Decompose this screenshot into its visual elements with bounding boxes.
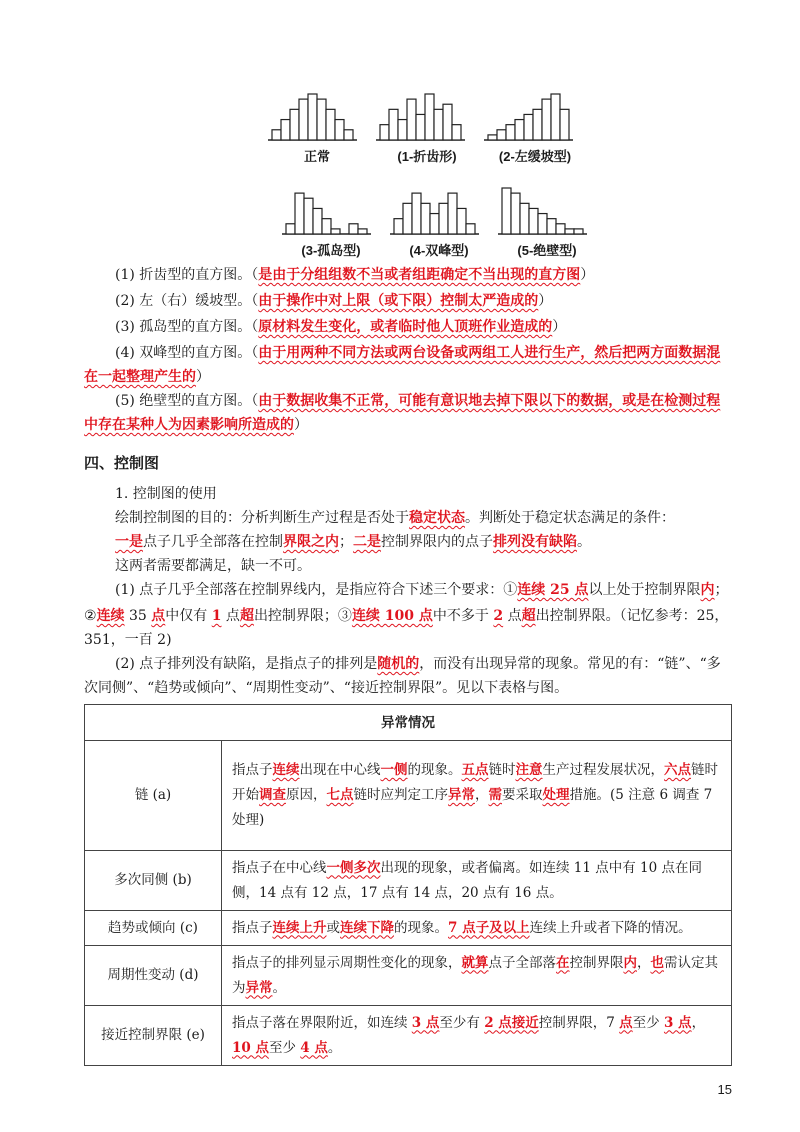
row-label-trend: 趋势或倾向 (c) — [85, 911, 222, 946]
histogram-bar-normal — [281, 120, 290, 140]
table-header-row — [85, 705, 732, 741]
requirement-line-1: (1) 点子几乎全部落在控制界线内，是指应符合下述三个要求：①连续 25 点以上处于控制界限内； — [115, 582, 729, 598]
histogram-bar-bimodal — [421, 203, 430, 234]
histogram-type-2: (2) 左（右）缓坡型。（由于操作中对上限（或下限）控制太严造成的） — [115, 293, 553, 309]
histogram-bar-island — [358, 229, 367, 234]
histogram-bar-zigzag — [452, 125, 461, 140]
table-header: 异常情况 — [85, 705, 732, 741]
histogram-bar-normal — [290, 109, 299, 140]
row-desc-trend: 指点子连续上升或连续下降的现象。7 点子及以上连续上升或者下降的情况。 — [222, 911, 732, 946]
both-required-line: 这两者需要都满足，缺一不可。 — [115, 558, 311, 574]
histogram-bar-left-slope — [551, 94, 560, 140]
histogram-bar-left-slope — [524, 114, 533, 140]
histogram-bar-cliff — [547, 219, 556, 234]
histogram-bar-bimodal — [466, 224, 475, 234]
no-defect-line: (2) 点子排列没有缺陷，是指点子的排列是随机的，而没有出现异常的现象。常见的有：“链”、“多 — [115, 656, 721, 672]
histogram-bar-island — [295, 193, 304, 234]
histogram-bar-cliff — [556, 224, 565, 234]
histogram-type-4: (4) 双峰型的直方图。（由于用两种不同方法或两台设备或两组工人进行生产，然后把两方面数据混 — [115, 345, 721, 361]
no-defect-line-cont: 次同侧”、“趋势或倾向”、“周期性变动”、“接近控制界限”。见以下表格与图。 — [84, 680, 569, 696]
histogram-bar-zigzag — [425, 94, 434, 140]
histogram-label-bimodal: (4-双峰型) — [409, 243, 469, 258]
histogram-bar-cliff — [502, 188, 511, 234]
histogram-bar-cliff — [565, 229, 574, 234]
histogram-figure — [262, 82, 602, 262]
histogram-bar-bimodal — [439, 203, 448, 234]
row-label-periodic: 周期性变动 (d) — [85, 946, 222, 1006]
table-row — [85, 1006, 732, 1066]
histogram-type-1: (1) 折齿型的直方图。（是由于分组组数不当或者组距确定不当出现的直方图） — [115, 267, 595, 283]
histogram-label-left-slope: (2-左缓坡型) — [498, 149, 572, 164]
histogram-bar-island — [322, 219, 331, 234]
histogram-bar-left-slope — [497, 130, 506, 140]
histogram-bar-left-slope — [515, 120, 524, 140]
histogram-bar-normal — [308, 94, 317, 140]
histogram-bar-zigzag — [380, 125, 389, 140]
histogram-bar-zigzag — [416, 114, 425, 140]
histogram-bar-zigzag — [398, 120, 407, 140]
histogram-label-zigzag: (1-折齿形) — [397, 149, 457, 164]
table-row — [85, 851, 732, 911]
row-desc-near-limit: 指点子落在界限附近，如连续 3 点至少有 2 点接近控制界限，7 点至少 3 点，10 点至少 4 点。 — [222, 1006, 732, 1066]
histogram-bar-island — [313, 208, 322, 234]
table-row — [85, 946, 732, 1006]
purpose-line: 绘制控制图的目的：分析判断生产过程是否处于稳定状态。判断处于稳定状态满足的条件： — [115, 510, 675, 526]
histogram-bar-bimodal — [412, 193, 421, 234]
histogram-bar-left-slope — [506, 125, 515, 140]
histogram-bar-cliff — [511, 193, 520, 234]
histogram-bar-left-slope — [560, 109, 569, 140]
row-desc-chain: 指点子连续出现在中心线一侧的现象。五点链时注意生产过程发展状况，六点链时开始调查原因，七点链时应判定工序异常，需要采取处理措施。(5 注意 6 调查 7 处理) — [222, 741, 732, 851]
histogram-types-diagram — [262, 82, 602, 262]
histogram-bar-zigzag — [407, 99, 416, 140]
histogram-bar-zigzag — [434, 109, 443, 140]
histogram-bar-cliff — [574, 229, 583, 234]
row-desc-same-side: 指点子在中心线一侧多次出现的现象，或者偏离。如连续 11 点中有 10 点在同侧，14 点有 12 点，17 点有 14 点，20 点有 16 点。 — [222, 851, 732, 911]
histogram-bar-cliff — [520, 203, 529, 234]
histogram-bar-cliff — [538, 214, 547, 234]
histogram-bar-normal — [326, 109, 335, 140]
requirement-line-2: ②连续 35 点中仅有 1 点超出控制界限；③连续 100 点中不多于 2 点超出控制界限。（记忆参考：25， — [84, 608, 729, 624]
histogram-bar-left-slope — [533, 109, 542, 140]
histogram-label-cliff: (5-绝壁型) — [517, 243, 577, 258]
histogram-type-5: (5) 绝壁型的直方图。（由于数据收集不正常，可能有意识地去掉下限以下的数据，或是在检测过程 — [115, 393, 721, 409]
histogram-bar-bimodal — [394, 219, 403, 234]
histogram-bar-normal — [272, 130, 281, 140]
histogram-type-4-cont: 在一起整理产生的） — [84, 369, 210, 385]
subsection-title: 1. 控制图的使用 — [115, 486, 217, 502]
row-desc-periodic: 指点子的排列显示周期性变化的现象，就算点子全部落在控制界限内，也需认定其为异常。 — [222, 946, 732, 1006]
conditions-line: 一是点子几乎全部落在控制界限之内；二是控制界限内的点子排列没有缺陷。 — [115, 534, 591, 550]
row-label-chain: 链 (a) — [85, 741, 222, 851]
histogram-bar-zigzag — [443, 104, 452, 140]
row-label-same-side: 多次同侧 (b) — [85, 851, 222, 911]
histogram-bar-normal — [344, 130, 353, 140]
histogram-bar-island — [286, 224, 295, 234]
histogram-type-5-cont: 中存在某种人为因素影响所造成的） — [84, 417, 308, 433]
histogram-label-island: (3-孤岛型) — [301, 243, 361, 258]
histogram-bar-normal — [335, 120, 344, 140]
histogram-bar-island — [331, 229, 340, 234]
memory-hint-line: 351，一百 2) — [84, 632, 172, 648]
table-row — [85, 911, 732, 946]
histogram-bar-left-slope — [542, 99, 551, 140]
histogram-bar-cliff — [529, 208, 538, 234]
histogram-bar-normal — [317, 99, 326, 140]
histogram-type-3: (3) 孤岛型的直方图。（原材料发生变化，或者临时他人顶班作业造成的） — [115, 319, 567, 335]
row-label-near-limit: 接近控制界限 (e) — [85, 1006, 222, 1066]
histogram-bar-normal — [299, 99, 308, 140]
histogram-label-normal: 正常 — [303, 149, 330, 164]
abnormal-situations-table — [84, 704, 732, 1066]
histogram-bar-zigzag — [389, 109, 398, 140]
histogram-bar-bimodal — [403, 203, 412, 234]
histogram-bar-bimodal — [430, 214, 439, 234]
histogram-bar-island — [349, 224, 358, 234]
table-row — [85, 741, 732, 851]
histogram-bar-island — [304, 198, 313, 234]
histogram-bar-bimodal — [457, 208, 466, 234]
section-heading: 四、控制图 — [84, 455, 160, 472]
histogram-bar-bimodal — [448, 193, 457, 234]
page-number: 15 — [717, 1082, 732, 1097]
histogram-bar-left-slope — [488, 135, 497, 140]
